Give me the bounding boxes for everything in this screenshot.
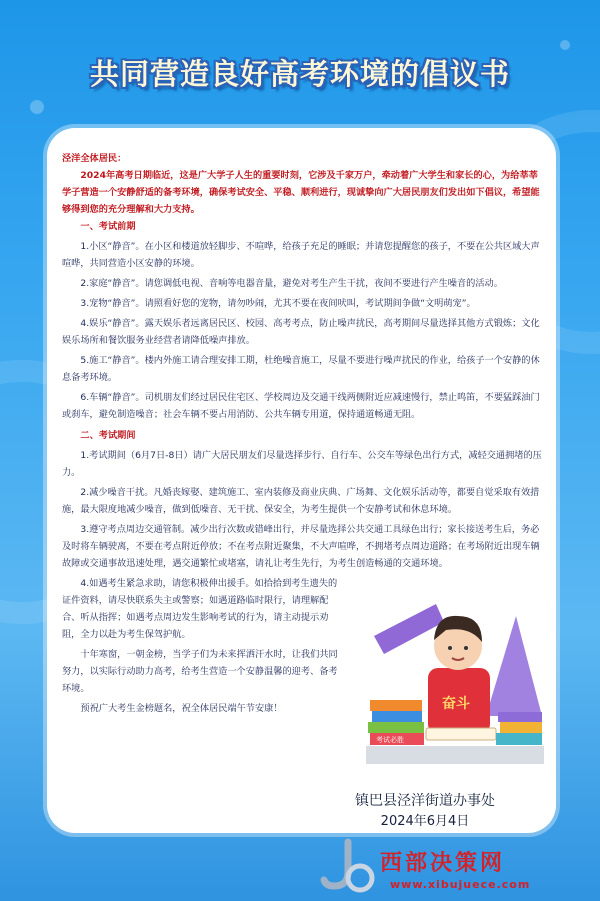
- page-title: 共同营造良好高考环境的倡议书: [89, 57, 510, 91]
- list-item: 2.减少噪音干扰。凡婚丧嫁娶、建筑施工、室内装修及商业庆典、广场舞、文化娱乐活动等，都要自觉采取有效措施，最大限度地减少噪音，做到低噪音、无干扰、保安全，为考生提供一个安静考试和休息环境。: [62, 487, 540, 515]
- closing-wishes: 预祝广大考生金榜题名，祝全体居民端午节安康！: [80, 703, 283, 714]
- list-item: 6.车辆“静音”。司机朋友们经过居民住宅区、学校周边及交通干线两侧附近应减速慢行，禁止鸣笛，不要猛踩油门或刹车，避免制造噪音；社会车辆不要占用消防、公共车辆专用道，保持通道畅通无阻。: [62, 392, 540, 420]
- greeting: 泾洋全体居民：: [62, 153, 127, 164]
- closing-paragraph: 十年寒窗，一朝金榜，当学子们为未来挥洒汗水时，让我们共同努力，以实际行动助力高考，给考生营造一个安静温馨的迎考、备考环境。: [62, 649, 338, 694]
- background-dot-decoration: [30, 100, 44, 114]
- book-stack-icon: [498, 712, 542, 722]
- watermark-url: www.xibujuece.com: [390, 878, 531, 891]
- book-label: 考试必胜: [376, 736, 404, 744]
- book-stack-icon: [368, 722, 424, 733]
- section-heading: 二、考试期间: [80, 430, 136, 441]
- student-studying-illustration: [366, 596, 544, 764]
- list-item: 1.小区“静音”。在小区和楼道放轻脚步、不喧哗，给孩子充足的睡眠；并请您提醒您的孩子，不要在公共区域大声喧哗，共同营造小区安静的环境。: [62, 241, 540, 269]
- list-item: 5.施工“静音”。楼内外施工请合理安排工期，杜绝噪音施工，尽量不要进行噪声扰民的作业，给孩子一个安静的休息备考环境。: [62, 355, 540, 383]
- eye-shape: [464, 646, 468, 650]
- signature-date: 2024年6月4日: [380, 814, 470, 829]
- open-book-icon: [426, 728, 496, 740]
- intro-paragraph: 2024年高考日期临近，这是广大学子人生的重要时刻，它涉及千家万户，牵动着广大学生和家长的心，为给莘莘学子营造一个安静舒适的备考环境，确保考试安全、平稳、顺利进行，现诚挚向广大居民朋友们发出如下倡议，希望能够得到您的充分理解和大力支持。: [62, 170, 540, 215]
- eye-shape: [448, 646, 452, 650]
- watermark-name: 西部决策网: [380, 850, 506, 876]
- list-item: 1.考试期间（6月7日-8日）请广大居民朋友们尽量选择步行、自行车、公交车等绿色出行方式，减轻交通拥堵的压力。: [62, 450, 542, 478]
- section-heading: 一、考试前期: [80, 221, 136, 232]
- list-item: 4.娱乐“静音”。露天娱乐者远离居民区、校园、高考考点，防止噪声扰民，高考期间尽量选择其他方式锻炼；文化娱乐场所和餐饮服务业经营者请降低噪声排放。: [62, 318, 540, 346]
- watermark-emblem-icon: [318, 838, 378, 898]
- list-item: 3.遵守考点周边交通管制。减少出行次数或错峰出行，并尽量选择公共交通工具绿色出行；家长接送考生后，务必及时将车辆驶离，不要在考点附近停放；不在考点附近聚集，不大声喧哗，不拥堵考点周边道路；在考场附近出现车辆故障或交通事故迅速处理，遇交通繁忙或堵塞，请礼让考生先行，为考生创造畅通的交通环境。: [62, 524, 540, 569]
- triangle-ruler-icon: [374, 604, 444, 654]
- set-square-icon: [486, 616, 542, 716]
- shirt-slogan: 奋斗: [442, 696, 470, 712]
- book-stack-icon: [496, 733, 542, 745]
- watermark-logo: [318, 838, 588, 898]
- book-stack-icon: [372, 711, 422, 722]
- book-stack-icon: [370, 700, 422, 711]
- signature-org: 镇巴县泾洋街道办事处: [355, 793, 495, 809]
- list-item: 2.家庭“静音”。请您调低电视、音响等电器音量，避免对考生产生干扰，夜间不要进行产生噪音的活动。: [80, 278, 503, 289]
- background-dot-decoration: [560, 40, 570, 50]
- list-item: 3.宠物“静音”。请照看好您的宠物，请勿吵闹，尤其不要在夜间吠叫，考试期间争做“文明萌宠”。: [80, 298, 476, 309]
- desk-shape: [366, 746, 544, 764]
- list-item: 4.如遇考生紧急求助，请您积极伸出援手。如拾拾到考生遗失的证件资料，请尽快联系失主或警察；如遇道路临时限行，请理解配合、听从指挥；如遇考点周边发生影响考试的行为，请主动提示劝阻，全力以赴为考生保驾护航。: [62, 578, 338, 640]
- book-stack-icon: [500, 722, 542, 733]
